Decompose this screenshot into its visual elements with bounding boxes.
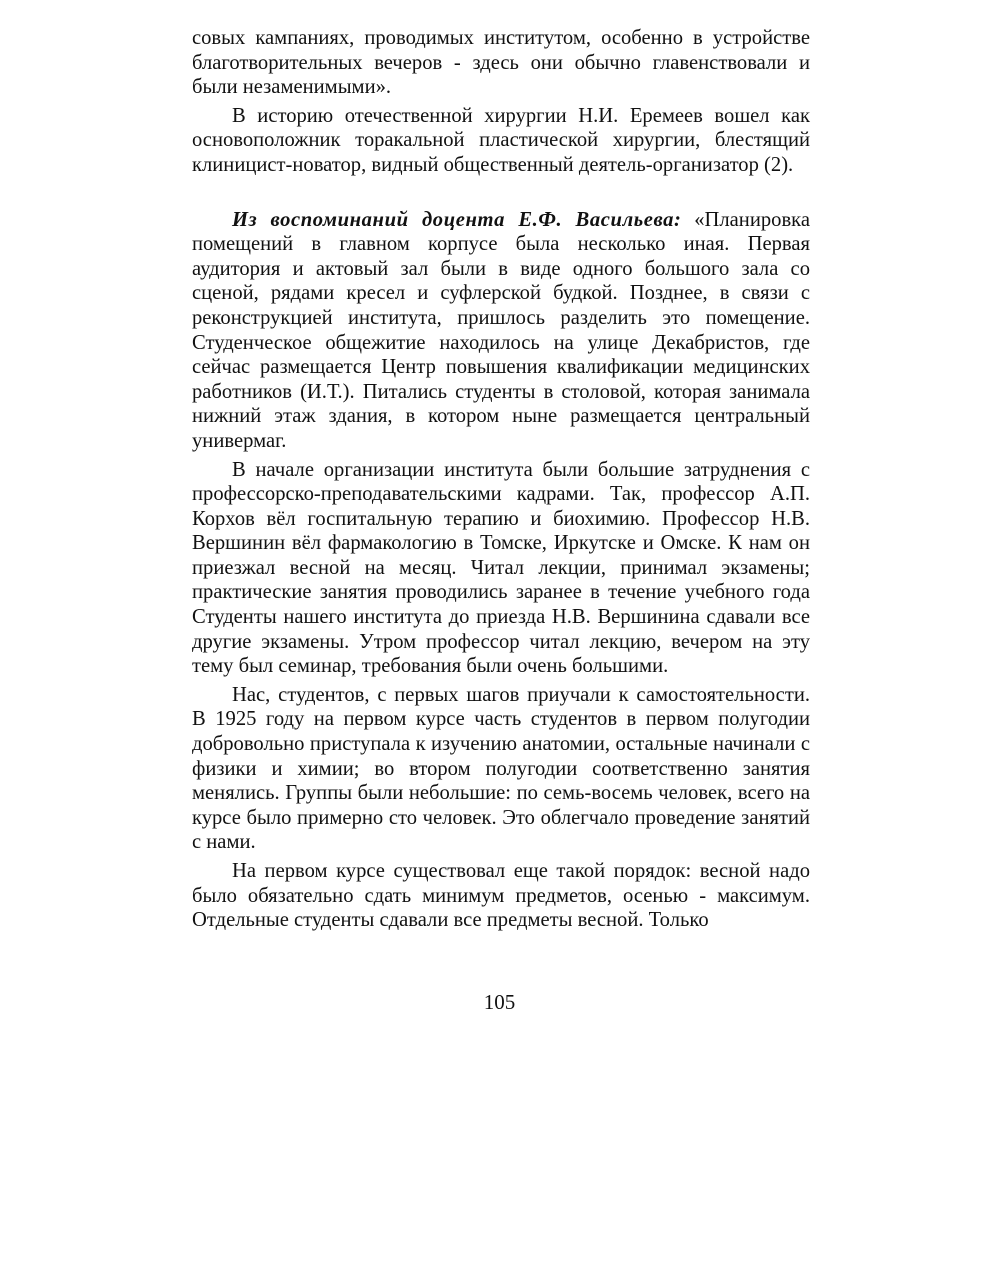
page-number: 105 <box>483 990 516 1014</box>
paragraph-5 <box>192 683 810 855</box>
body-text <box>192 26 810 937</box>
paragraph-2-text: В историю отечественной хирургии Н.И. Еремеев вошел как основоположник торакальной пластической хирургии, блестящий клиницист-новатор, видный общественный деятель-организатор (2). <box>192 104 810 176</box>
paragraph-5-text: Нас, студентов, с первых шагов приучали к самостоятельности. В 1925 году на первом курсе часть студентов в первом полугодии добровольно приступала к изучению анатомии, остальные начинали с физики и химии; во втором полугодии соответственно занятия менялись. Группы были небольшие: по семь-восемь человек, всего на курсе было примерно сто человек. Это облегчало проведение занятий с нами. <box>192 683 810 854</box>
paragraph-3 <box>192 208 810 454</box>
memoir-heading: Из воспоминаний доцента Е.Ф. Васильева: <box>232 208 682 231</box>
paragraph-4-text: В начале организации института были большие затруднения с профессорско-преподавательскими кадрами. Так, профессор А.П. Корхов вёл госпитальную терапию и биохимию. Профессор Н.В. Вершинин вёл фармакологию в Томске, Иркутске и Омске. К нам он приезжал весной на месяц. Читал лекции, принимал экзамены; практические занятия проводились заранее в течение учебного года Студенты нашего института до приезда Н.В. Вершинина сдавали все другие экзамены. Утром профессор читал лекцию, вечером на эту тему был семинар, требования были очень большими. <box>192 458 810 678</box>
paragraph-6 <box>192 859 810 933</box>
paragraph-1 <box>192 26 810 100</box>
paragraph-3-text: «Планировка помещений в главном корпусе была несколько иная. Первая аудитория и актовый зал были в виде одного большого зала со сценой, рядами кресел и суфлерской будкой. Позднее, в связи с реконструкцией института, пришлось разделить это помещение. Студенческое общежитие находилось на улице Декабристов, где сейчас размещается Центр повышения квалификации медицинских работников (И.Т.). Питались студенты в столовой, которая занимала нижний этаж здания, в котором ныне размещается центральный универмаг. <box>192 208 810 452</box>
paragraph-6-text: На первом курсе существовал еще такой порядок: весной надо было обязательно сдать минимум предметов, осенью - максимум. Отдельные студенты сдавали все предметы весной. Только <box>192 860 810 932</box>
paragraph-4 <box>192 458 810 679</box>
paragraph-2 <box>192 104 810 178</box>
paragraph-1-text: совых кампаниях, проводимых институтом, особенно в устройстве благотворительных вечеров - здесь они обычно главенствовали и были незаменимыми». <box>192 27 810 99</box>
